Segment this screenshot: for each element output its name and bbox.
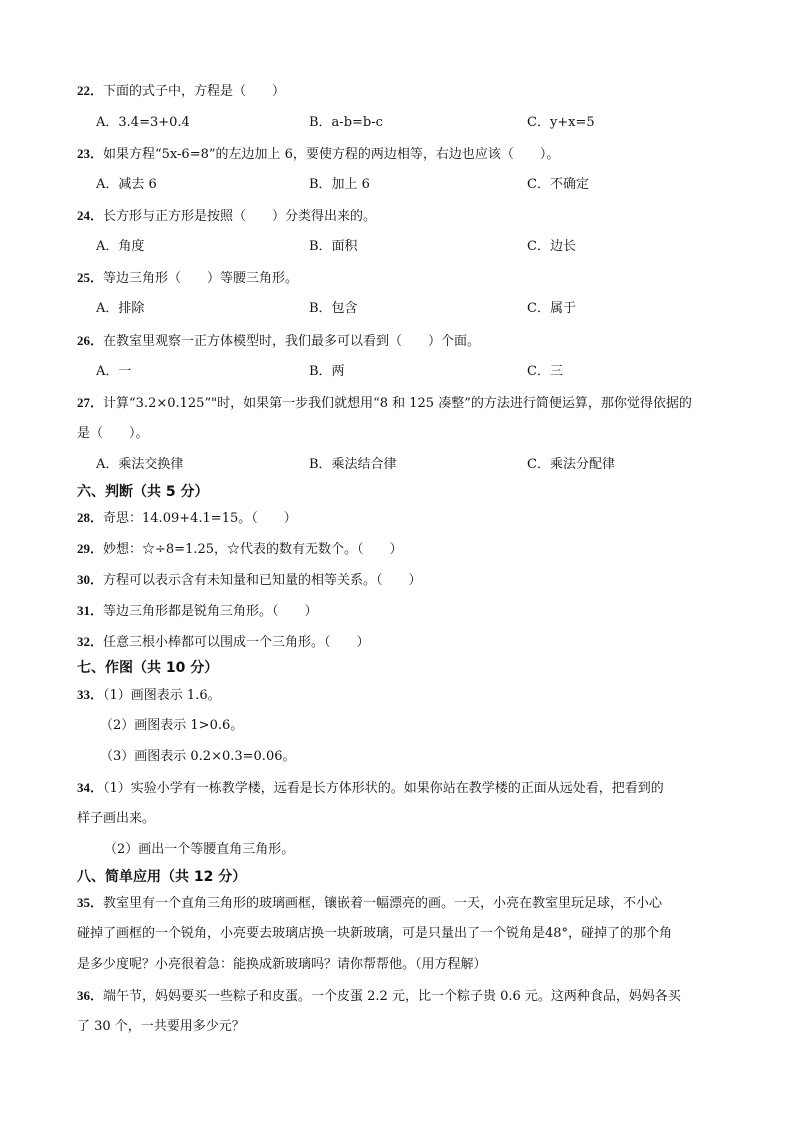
- options-26: [96, 363, 716, 381]
- options-25: [96, 300, 716, 318]
- option-a: A．3.4=3+0.4: [96, 115, 190, 130]
- question-part: （1）画图表示 1.6。: [103, 688, 221, 703]
- section-heading-judgement: 六、判断（共 5 分）: [77, 484, 209, 500]
- question-27-continued: [77, 425, 149, 443]
- question-number: 24．: [77, 208, 104, 223]
- question-text: 长方形与正方形是按照（ ）分类得出来的。: [103, 209, 377, 224]
- question-33-part-3: （3）画图表示 0.2×0.3=0.06。: [100, 749, 296, 764]
- option-c: C．边长: [527, 239, 576, 254]
- options-22: [96, 114, 716, 132]
- question-36-line-2: 了 30 个，一共要用多少元？: [77, 1019, 245, 1034]
- question-number: 30．: [77, 572, 104, 587]
- question-number: 22．: [77, 83, 104, 98]
- options-24: [96, 238, 716, 256]
- question-33-part-2: （2）画图表示 1>0.6。: [100, 718, 244, 733]
- question-24: [77, 207, 376, 226]
- question-27: [77, 394, 692, 413]
- option-b: B．包含: [309, 301, 358, 316]
- question-35: [77, 894, 662, 913]
- option-c: C．属于: [527, 301, 576, 316]
- question-number: 34．: [77, 780, 104, 795]
- question-text: 是（ ）。: [77, 426, 149, 441]
- question-part: （1）实验小学有一栋教学楼，远看是长方体形状的。如果你站在教学楼的正面从远处看，把看到的: [103, 781, 664, 796]
- question-30: [77, 571, 422, 590]
- option-a: A．角度: [96, 239, 145, 254]
- option-b: B．乘法结合律: [309, 457, 397, 472]
- section-heading-application: 八、简单应用（共 12 分）: [77, 869, 247, 885]
- question-33: [77, 686, 221, 705]
- question-text: 奇思：14.09+4.1=15。（ ）: [103, 511, 297, 526]
- option-b: B．两: [309, 364, 345, 379]
- question-text: 等边三角形（ ）等腰三角形。: [103, 271, 299, 286]
- question-number: 25．: [77, 270, 104, 285]
- question-text: 在教室里观察一正方体模型时，我们最多可以看到（ ）个面。: [103, 334, 481, 349]
- question-text: 任意三根小棒都可以围成一个三角形。（ ）: [103, 635, 370, 650]
- option-b: B．加上 6: [309, 177, 370, 192]
- question-number: 36．: [77, 988, 104, 1003]
- option-c: C．三: [527, 364, 563, 379]
- question-22: [77, 82, 285, 101]
- question-number: 27．: [77, 395, 104, 410]
- question-32: [77, 633, 370, 652]
- question-25: [77, 269, 298, 288]
- options-27: [96, 456, 716, 474]
- question-number: 28．: [77, 510, 104, 525]
- question-number: 31．: [77, 603, 104, 618]
- option-a: A．一: [96, 364, 132, 379]
- section-heading-drawing: 七、作图（共 10 分）: [77, 660, 219, 676]
- question-number: 29．: [77, 541, 104, 556]
- question-number: 35．: [77, 895, 104, 910]
- question-23: [77, 145, 559, 164]
- question-31: [77, 602, 318, 621]
- option-c: C．不确定: [527, 177, 589, 192]
- question-35-line-2: 碰掉了画框的一个锐角，小亮要去玻璃店换一块新玻璃，可是只量出了一个锐角是48°，碰掉了的那个角: [77, 926, 673, 941]
- option-b: B．面积: [309, 239, 358, 254]
- question-number: 23．: [77, 146, 104, 161]
- question-text: 端午节，妈妈要买一些粽子和皮蛋。一个皮蛋 2.2 元，比一个粽子贵 0.6 元。这两种食品，妈妈各买: [103, 989, 681, 1004]
- option-a: A．减去 6: [96, 177, 157, 192]
- question-number: 33．: [77, 687, 104, 702]
- question-34-part-2: （2）画出一个等腰直角三角形。: [104, 842, 295, 857]
- question-34-continued: 样子画出来。: [77, 811, 156, 826]
- question-text: 等边三角形都是锐角三角形。（ ）: [103, 604, 318, 619]
- question-text: 如果方程“5x-6=8”的左边加上 6，要使方程的两边相等，右边也应该（ ）。: [103, 147, 560, 162]
- question-29: [77, 540, 403, 559]
- question-text: 方程可以表示含有未知量和已知量的相等关系。（ ）: [103, 573, 422, 588]
- question-text: 妙想：☆÷8=1.25，☆代表的数有无数个。（ ）: [103, 542, 403, 557]
- question-number: 26．: [77, 333, 104, 348]
- question-35-line-3: 是多少度呢？小亮很着急：能换成新玻璃吗？请你帮帮他。（用方程解）: [77, 957, 487, 972]
- question-28: [77, 509, 297, 528]
- option-c: C．y+x=5: [527, 115, 595, 130]
- question-36: [77, 987, 681, 1006]
- question-number: 32．: [77, 634, 104, 649]
- option-b: B．a-b=b-c: [309, 115, 383, 130]
- option-a: A．排除: [96, 301, 145, 316]
- option-c: C．乘法分配律: [527, 457, 615, 472]
- question-text: 教室里有一个直角三角形的玻璃画框，镶嵌着一幅漂亮的画。一天，小亮在教室里玩足球，不小心: [103, 896, 663, 911]
- option-a: A．乘法交换律: [96, 457, 184, 472]
- question-text: 下面的式子中，方程是（ ）: [103, 84, 286, 99]
- question-text: 计算“3.2×0.125”"时，如果第一步我们就想用“8 和 125 凑整”的方法进行简便运算，那你觉得依据的: [103, 396, 692, 411]
- question-34: [77, 779, 664, 798]
- question-26: [77, 332, 480, 351]
- options-23: [96, 176, 716, 194]
